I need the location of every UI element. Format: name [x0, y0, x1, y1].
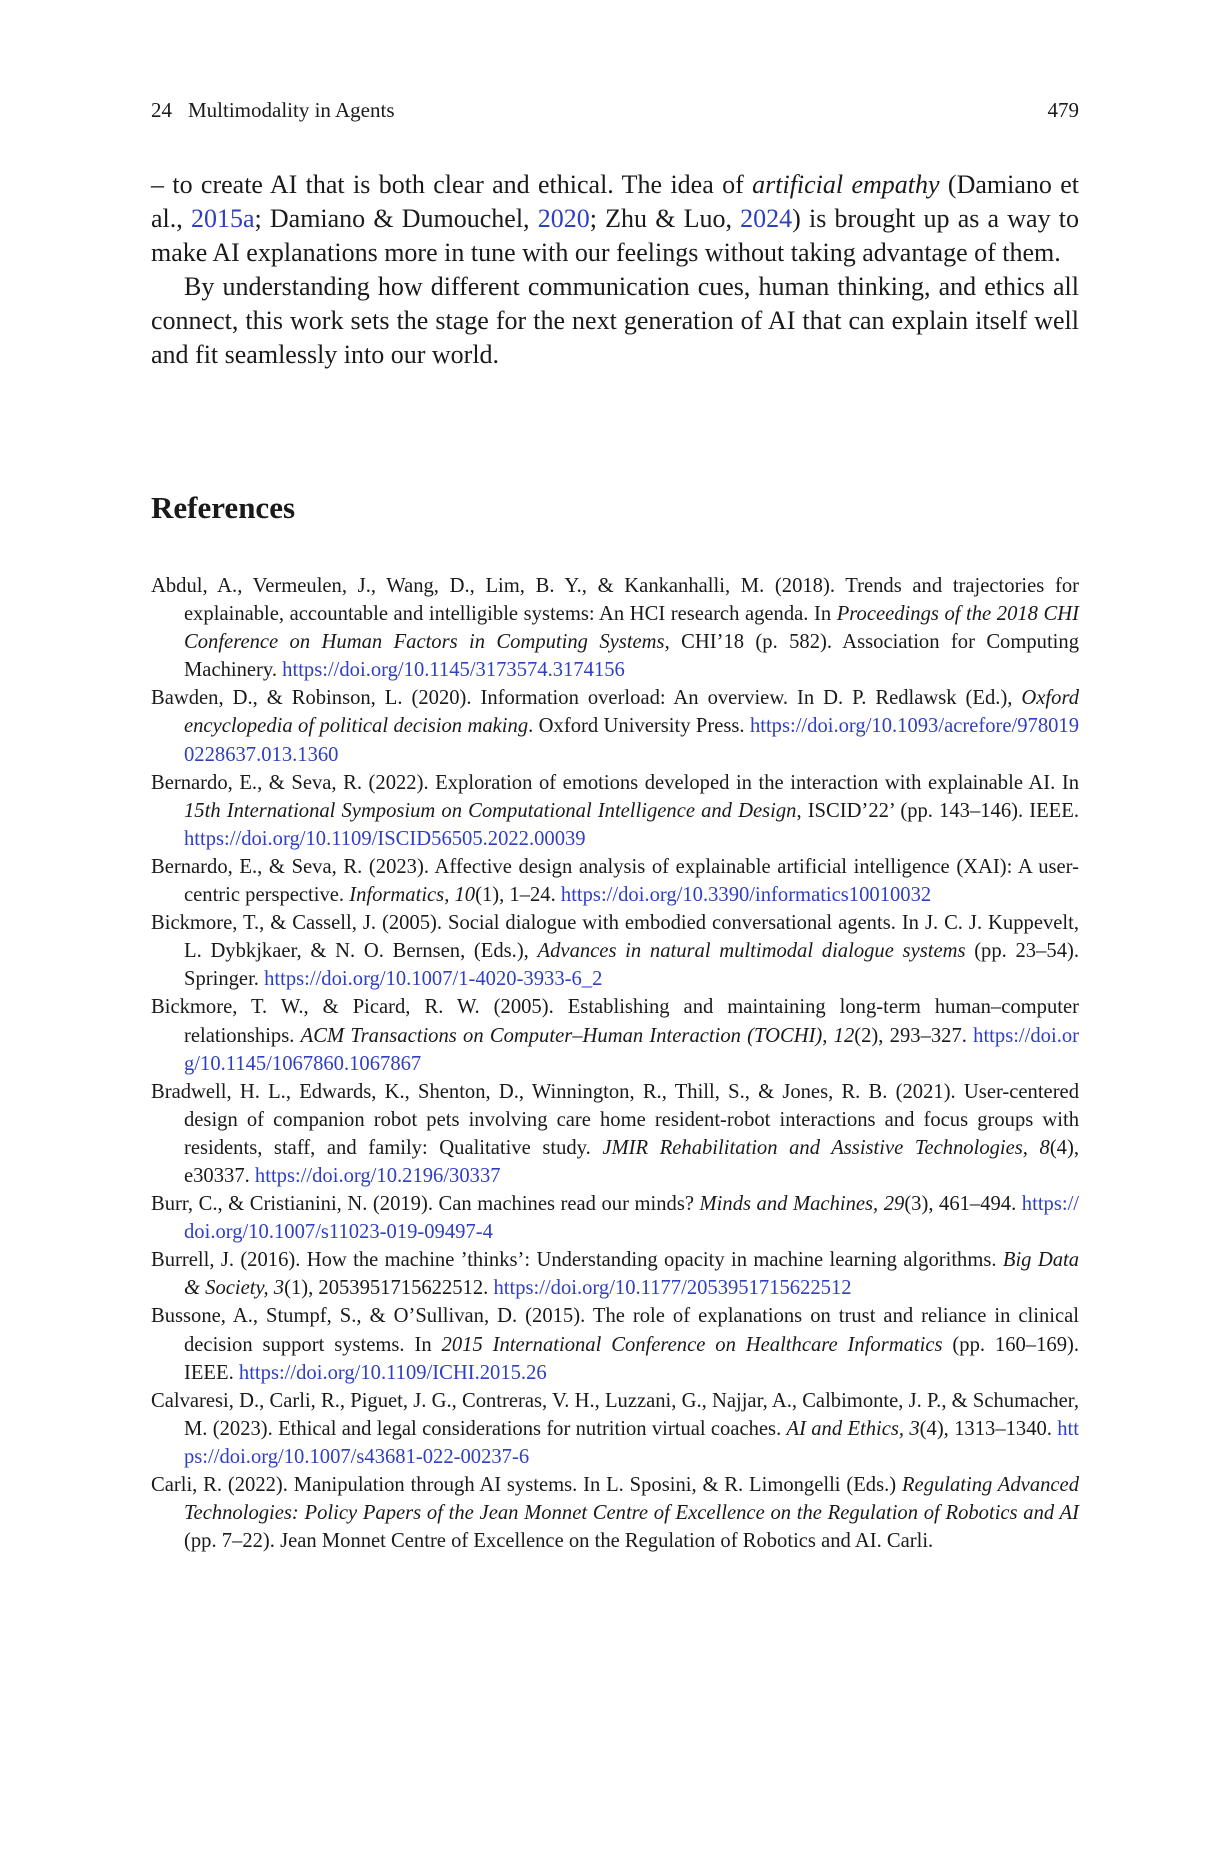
doi-link[interactable]: https://doi.org/10.3390/informatics10010032 — [560, 884, 932, 907]
citation-link[interactable]: 2020 — [537, 204, 590, 233]
reference-item — [151, 769, 1079, 853]
doi-link[interactable]: https://doi.org/10.1177/2053951715622512 — [493, 1277, 852, 1300]
reference-text: Bernardo, E., & Seva, R. (2022). Exploration of emotions developed in the interaction with explainable AI. In — [151, 771, 1079, 794]
reference-text-tail: (4), e30337. — [184, 1136, 1079, 1187]
reference-source-title: 15th International Symposium on Computational Intelligence and Design — [184, 799, 797, 822]
chapter-label — [151, 98, 395, 123]
reference-text: Burr, C., & Cristianini, N. (2019). Can machines read our minds? — [151, 1193, 700, 1216]
reference-text: Abdul, A., Vermeulen, J., Wang, D., Lim, B. Y., & Kankanhalli, M. (2018). Trends and trajectories for explainable, accountable and intelligible systems: An HCI research agenda. In — [151, 575, 1079, 626]
reference-item — [151, 909, 1079, 993]
reference-text-tail: (1), 1–24. — [475, 884, 561, 907]
reference-source-title: ACM Transactions on Computer–Human Interaction (TOCHI), 12 — [300, 1024, 855, 1047]
reference-text: Burrell, J. (2016). How the machine ’thinks’: Understanding opacity in machine learning algorithms. — [151, 1249, 1003, 1272]
reference-text: Carli, R. (2022). Manipulation through AI systems. In L. Sposini, & R. Limongelli (Eds.) — [151, 1474, 902, 1496]
reference-text-tail: (1), 2053951715622512. — [284, 1277, 494, 1300]
p1-text-3: ; Damiano & Dumouchel, — [254, 204, 538, 233]
p1-text-2: (Damiano et al., — [151, 170, 1079, 233]
reference-source-title: JMIR Rehabilitation and Assistive Technologies, 8 — [602, 1136, 1050, 1159]
reference-text-tail: (2), 293–327. — [854, 1024, 974, 1047]
reference-item — [151, 1302, 1079, 1386]
reference-item — [151, 1471, 1079, 1555]
p1-emphasis: artificial empathy — [752, 170, 940, 199]
p1-text-1: – to create AI that is both clear and ethical. The idea of — [151, 170, 753, 199]
reference-text: Bussone, A., Stumpf, S., & O’Sullivan, D. (2015). The role of explanations on trust and reliance in clinical decision support systems. In — [151, 1305, 1079, 1356]
reference-text-tail: (3), 461–494. — [904, 1193, 1022, 1216]
reference-text: Calvaresi, D., Carli, R., Piguet, J. G., Contreras, V. H., Luzzani, G., Najjar, A., Calbimonte, J. P., & Schumacher, M. (2023). Ethical and legal considerations for nutrition virtual coaches. — [151, 1389, 1079, 1440]
reference-item — [151, 1387, 1079, 1471]
paragraph-2: By understanding how different communication cues, human thinking, and ethics all connect, this work sets the stage for the next generation of AI that can explain itself well and fit seamlessly into our world. — [151, 272, 1079, 369]
reference-source-title: Big Data & Society, 3 — [184, 1249, 1080, 1300]
p1-text-5: ) is brought up as a way to make AI explanations more in tune with our feelings without taking advantage of them. — [151, 204, 1079, 267]
chapter-title: Multimodality in Agents — [188, 98, 395, 122]
citation-link[interactable]: 2015a — [190, 204, 255, 233]
reference-text: Bawden, D., & Robinson, L. (2020). Information overload: An overview. In D. P. Redlawsk (Ed.), — [151, 687, 1022, 710]
reference-source-title: Proceedings of the 2018 CHI Conference on Human Factors in Computing Systems — [184, 603, 1079, 654]
reference-item — [151, 993, 1079, 1077]
reference-source-title: 2015 International Conference on Healthcare Informatics — [441, 1333, 943, 1356]
doi-link[interactable]: https://doi.org/10.1145/1067860.1067867 — [184, 1024, 1079, 1075]
reference-text-tail: (pp. 23–54). Springer. — [184, 940, 1079, 991]
reference-item — [151, 1078, 1079, 1190]
reference-source-title: Oxford encyclopedia of political decision making — [184, 687, 1079, 738]
reference-source-title: Informatics, 10 — [349, 884, 476, 907]
reference-source-title: Advances in natural multimodal dialogue systems — [537, 940, 966, 963]
reference-text-tail: . Oxford University Press. — [528, 715, 750, 738]
references-list — [151, 572, 1079, 1555]
doi-link[interactable]: https://doi.org/10.1007/s43681-022-00237-6 — [184, 1417, 1079, 1468]
reference-text: Bradwell, H. L., Edwards, K., Shenton, D., Winnington, R., Thill, S., & Jones, R. B. (2021). User-centered design of companion robot pets involving care home resident-robot interactions and focus groups with residents, staff, and family: Qualitative study. — [151, 1080, 1079, 1159]
doi-link[interactable]: https://doi.org/10.1007/1-4020-3933-6_2 — [264, 968, 603, 991]
reference-text: Bickmore, T., & Cassell, J. (2005). Social dialogue with embodied conversational agents. In J. C. J. Kuppevelt, L. Dybkjkaer, & N. O. Bernsen, (Eds.), — [151, 912, 1079, 963]
doi-link[interactable]: https://doi.org/10.1145/3173574.3174156 — [282, 659, 625, 682]
reference-source-title: Regulating Advanced Technologies: Policy Papers of the Jean Monnet Centre of Excellence on the Regulation of Robotics and AI — [184, 1474, 1079, 1525]
reference-text-tail: (4), 1313–1340. — [919, 1417, 1058, 1440]
reference-item — [151, 853, 1079, 909]
reference-text-tail: (pp. 160–169). IEEE. — [184, 1333, 1080, 1384]
reference-text-tail: , ISCID’22’ (pp. 143–146). IEEE. — [796, 799, 1079, 822]
reference-item — [151, 1246, 1079, 1302]
doi-link[interactable]: https://doi.org/10.2196/30337 — [254, 1164, 501, 1187]
reference-item — [151, 1190, 1079, 1246]
reference-text: Bickmore, T. W., & Picard, R. W. (2005). Establishing and maintaining long-term human–computer relationships. — [151, 996, 1079, 1047]
reference-text-tail: , CHI’18 (p. 582). Association for Computing Machinery. — [184, 631, 1079, 682]
p1-text-4: ; Zhu & Luo, — [589, 204, 741, 233]
citation-link[interactable]: 2024 — [740, 204, 793, 233]
running-head — [151, 98, 1079, 126]
doi-link[interactable]: https://doi.org/10.1007/s11023-019-09497-4 — [184, 1193, 1080, 1244]
reference-source-title: Minds and Machines, 29 — [699, 1193, 905, 1216]
reference-text: Bernardo, E., & Seva, R. (2023). Affective design analysis of explainable artificial intelligence (XAI): A user-centric perspective. — [151, 855, 1079, 907]
doi-link[interactable]: https://doi.org/10.1093/acrefore/9780190228637.013.1360 — [184, 715, 1080, 766]
reference-text-tail: (pp. 7–22). Jean Monnet Centre of Excellence on the Regulation of Robotics and AI. Carli. — [184, 1530, 934, 1553]
body-text — [151, 168, 1079, 372]
doi-link[interactable]: https://doi.org/10.1109/ISCID56505.2022.00039 — [184, 827, 586, 850]
reference-source-title: AI and Ethics, 3 — [786, 1417, 920, 1440]
doi-link[interactable]: https://doi.org/10.1109/ICHI.2015.26 — [238, 1361, 547, 1384]
paragraph-1 — [151, 168, 1079, 270]
page-number: 479 — [1047, 98, 1079, 122]
reference-item — [151, 684, 1079, 768]
references-heading: References — [151, 490, 296, 525]
chapter-number: 24 — [151, 98, 172, 122]
reference-item — [151, 572, 1079, 684]
